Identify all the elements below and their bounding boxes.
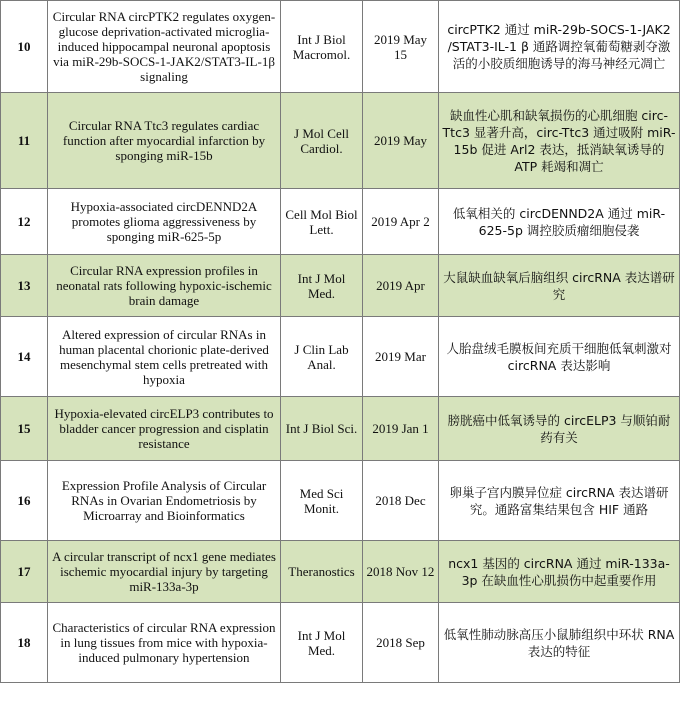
row-number: 12 (1, 189, 48, 255)
journal-name: Int J Mol Med. (281, 255, 363, 317)
publication-date: 2019 Apr 2 (363, 189, 439, 255)
journal-name: J Mol Cell Cardiol. (281, 93, 363, 189)
table-row (1, 541, 680, 603)
chinese-summary: 卵巢子宫内膜异位症 circRNA 表达谱研究。通路富集结果包含 HIF 通路 (439, 461, 680, 541)
row-number: 14 (1, 317, 48, 397)
publication-date: 2018 Sep (363, 603, 439, 683)
chinese-summary: 膀胱癌中低氧诱导的 circELP3 与顺铂耐药有关 (439, 397, 680, 461)
table-row (1, 397, 680, 461)
journal-name: Theranostics (281, 541, 363, 603)
row-number: 13 (1, 255, 48, 317)
publication-date: 2019 Jan 1 (363, 397, 439, 461)
table-row (1, 1, 680, 93)
row-number: 18 (1, 603, 48, 683)
chinese-summary: 缺血性心肌和缺氧损伤的心肌细胞 circ-Ttc3 显著升高，circ-Ttc3 通过吸附 miR-15b 促进 Arl2 表达，抵消缺氧诱导的 ATP 耗竭和凋亡 (439, 93, 680, 189)
table-row (1, 461, 680, 541)
chinese-summary: 大鼠缺血缺氧后脑组织 circRNA 表达谱研究 (439, 255, 680, 317)
publication-date: 2019 Mar (363, 317, 439, 397)
table-row (1, 317, 680, 397)
paper-title: Hypoxia-associated circDENND2A promotes glioma aggressiveness by sponging miR-625-5p (48, 189, 281, 255)
table-row (1, 189, 680, 255)
publication-date: 2019 Apr (363, 255, 439, 317)
row-number: 11 (1, 93, 48, 189)
chinese-summary: 低氧相关的 circDENND2A 通过 miR-625-5p 调控胶质瘤细胞侵袭 (439, 189, 680, 255)
paper-title: Expression Profile Analysis of Circular RNAs in Ovarian Endometriosis by Microarray and Bioinformatics (48, 461, 281, 541)
paper-title: Circular RNA circPTK2 regulates oxygen-glucose deprivation-activated microglia-induced hippocampal neuronal apoptosis via miR-29b-SOCS-1-JAK2/STAT3-IL-1β signaling (48, 1, 281, 93)
publication-date: 2019 May (363, 93, 439, 189)
journal-name: Int J Mol Med. (281, 603, 363, 683)
row-number: 16 (1, 461, 48, 541)
paper-title: Characteristics of circular RNA expression in lung tissues from mice with hypoxia‐ induced pulmonary hypertension (48, 603, 281, 683)
paper-title: Altered expression of circular RNAs in human placental chorionic plate-derived mesenchymal stem cells pretreated with hypoxia (48, 317, 281, 397)
paper-title: Circular RNA expression profiles in neonatal rats following hypoxic-ischemic brain damage (48, 255, 281, 317)
journal-name: Med Sci Monit. (281, 461, 363, 541)
chinese-summary: circPTK2 通过 miR-29b-SOCS-1-JAK2 /STAT3-IL-1 β 通路调控氧葡萄糖剥夺激活的小胶质细胞诱导的海马神经元凋亡 (439, 1, 680, 93)
paper-title: A circular transcript of ncx1 gene mediates ischemic myocardial injury by targeting miR-133a-3p (48, 541, 281, 603)
publication-date: 2019 May 15 (363, 1, 439, 93)
row-number: 15 (1, 397, 48, 461)
table-row (1, 93, 680, 189)
row-number: 17 (1, 541, 48, 603)
table-row (1, 255, 680, 317)
journal-name: J Clin Lab Anal. (281, 317, 363, 397)
publication-date: 2018 Nov 12 (363, 541, 439, 603)
journal-name: Int J Biol Sci. (281, 397, 363, 461)
row-number: 10 (1, 1, 48, 93)
paper-title: Circular RNA Ttc3 regulates cardiac function after myocardial infarction by sponging miR-15b (48, 93, 281, 189)
chinese-summary: ncx1 基因的 circRNA 通过 miR-133a-3p 在缺血性心肌损伤中起重要作用 (439, 541, 680, 603)
chinese-summary: 低氧性肺动脉高压小鼠肺组织中环状 RNA 表达的特征 (439, 603, 680, 683)
journal-name: Cell Mol Biol Lett. (281, 189, 363, 255)
table-row (1, 603, 680, 683)
journal-name: Int J Biol Macromol. (281, 1, 363, 93)
chinese-summary: 人胎盘绒毛膜板间充质干细胞低氧刺激对 circRNA 表达影响 (439, 317, 680, 397)
paper-title: Hypoxia-elevated circELP3 contributes to bladder cancer progression and cisplatin resistance (48, 397, 281, 461)
publication-date: 2018 Dec (363, 461, 439, 541)
